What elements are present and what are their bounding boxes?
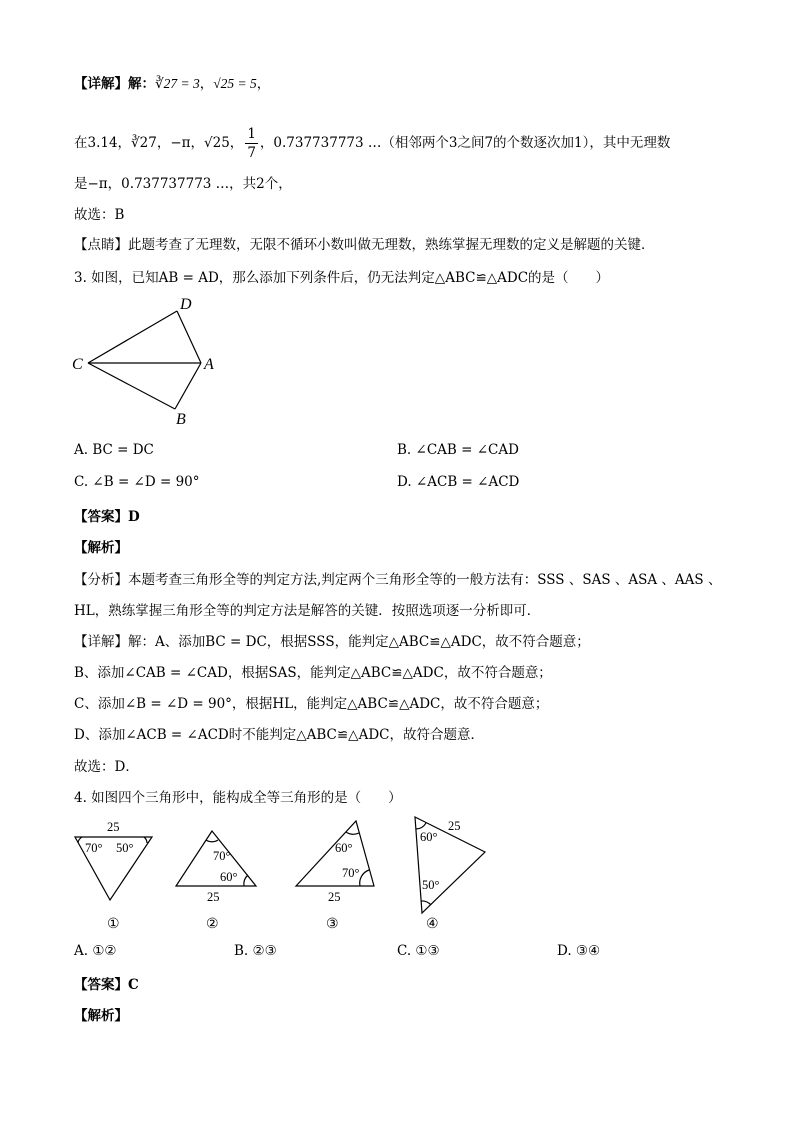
vertex-label-d: D xyxy=(180,296,192,313)
vertex-label-b: B xyxy=(176,411,186,428)
q4-option-d: D. ③④ xyxy=(557,943,601,959)
number-list-line xyxy=(74,125,670,162)
q3-option-b: B. ∠CAB = ∠CAD xyxy=(397,442,519,458)
fraction-denominator: 7 xyxy=(247,145,256,161)
q3-answer: 【答案】D xyxy=(74,509,140,525)
q3-analysis-line-2: HL，熟练掌握三角形全等的判定方法是解答的关键．按照选项逐一分析即可． xyxy=(74,603,541,619)
cube-root-expression: ∛27 = 3 xyxy=(155,76,200,91)
irrational-count-line: 是−π，0.737737773 …，共2个， xyxy=(74,176,292,192)
separator-end: ， xyxy=(256,76,271,92)
triangle-3-top-arc xyxy=(346,832,359,834)
q4-option-a: A. ①② xyxy=(74,943,117,959)
triangle-4-bottom-arc xyxy=(421,901,431,905)
fig2-angle-2: 60° xyxy=(220,870,238,884)
fig1-angle-1: 70° xyxy=(85,841,103,855)
question-4-stem: 4. 如图四个三角形中，能构成全等三角形的是（ ） xyxy=(74,790,402,806)
vertex-label-c: C xyxy=(72,356,83,373)
q3-option-c: C. ∠B = ∠D = 90° xyxy=(74,474,200,490)
detail-prefix: 【详解】解： xyxy=(74,76,155,92)
number-list-b: ，0.737737773 …（相邻两个3之间7的个数逐次加1），其中无理数 xyxy=(259,135,671,151)
q3-analysis-line-1: 【分析】本题考查三角形全等的判定方法,判定两个三角形全等的一般方法有：SSS 、SAS 、ASA 、AAS 、 xyxy=(74,572,722,588)
q4-answer: 【答案】C xyxy=(74,977,139,993)
choose-line-b: 故选：B xyxy=(74,207,125,223)
fig3-angle-1: 60° xyxy=(335,841,353,855)
vertex-label-a: A xyxy=(204,356,214,373)
q3-detail-b: B、添加∠CAB = ∠CAD，根据SAS，能判定△ABC≌△ADC，故不符合题意； xyxy=(74,665,552,681)
q4-option-c: C. ①③ xyxy=(397,943,440,959)
triangle-2-top-arc xyxy=(206,840,218,842)
q3-analysis-heading: 【解析】 xyxy=(74,540,128,556)
fig3-side-label: 25 xyxy=(328,890,341,904)
fig2-angle-1: 70° xyxy=(213,849,231,863)
q3-detail-c: C、添加∠B = ∠D = 90°，根据HL，能判定△ABC≌△ADC，故不符合题意； xyxy=(74,696,549,712)
fig1-side-label: 25 xyxy=(107,820,120,834)
detail-line-1 xyxy=(74,72,270,92)
square-root-expression: √25 = 5 xyxy=(213,76,257,91)
triangle-4-top-arc xyxy=(416,823,426,829)
fig4-angle-1: 60° xyxy=(420,830,438,844)
triangle-2-right-arc xyxy=(244,875,248,886)
q3-choose: 故选：D． xyxy=(74,759,139,775)
fig4-angle-2: 50° xyxy=(422,878,440,892)
triangle-1-angle-right-arc xyxy=(144,837,147,843)
q4-option-b: B. ②③ xyxy=(234,943,277,959)
separator: ， xyxy=(199,76,214,92)
fig3-number: ③ xyxy=(326,917,339,932)
comment-line: 【点睛】此题考查了无理数，无限不循环小数叫做无理数，熟练掌握无理数的定义是解题的关键． xyxy=(74,237,655,253)
q3-option-a: A. BC = DC xyxy=(74,442,154,458)
q3-option-d: D. ∠ACB = ∠ACD xyxy=(397,474,520,490)
triangle-1-angle-left-arc xyxy=(78,837,82,843)
fraction-numerator: 1 xyxy=(247,126,256,142)
q4-analysis-heading: 【解析】 xyxy=(74,1008,128,1024)
fig1-number: ① xyxy=(107,917,120,932)
question-3-figure xyxy=(60,292,240,432)
fig1-angle-2: 50° xyxy=(116,841,134,855)
fig3-angle-2: 70° xyxy=(342,866,360,880)
question-3-stem: 3. 如图，已知AB = AD，那么添加下列条件后，仍无法判定△ABC≌△ADC的是（ ） xyxy=(74,270,610,286)
q3-detail-d: D、添加∠ACB = ∠ACD时不能判定△ABC≌△ADC，故符合题意． xyxy=(74,727,484,743)
fig2-side-label: 25 xyxy=(207,890,220,904)
fig2-number: ② xyxy=(206,917,219,932)
triangle-3-right-arc xyxy=(360,870,369,886)
q3-detail-a: 【详解】解：A、添加BC = DC，根据SSS，能判定△ABC≌△ADC，故不符合题意； xyxy=(74,634,590,650)
fraction xyxy=(245,125,258,162)
number-list-a: 在3.14，∛27，−π，√25， xyxy=(74,135,244,151)
fig4-number: ④ xyxy=(426,917,439,932)
fig4-side-label: 25 xyxy=(448,819,461,833)
question-4-figure xyxy=(60,810,510,935)
